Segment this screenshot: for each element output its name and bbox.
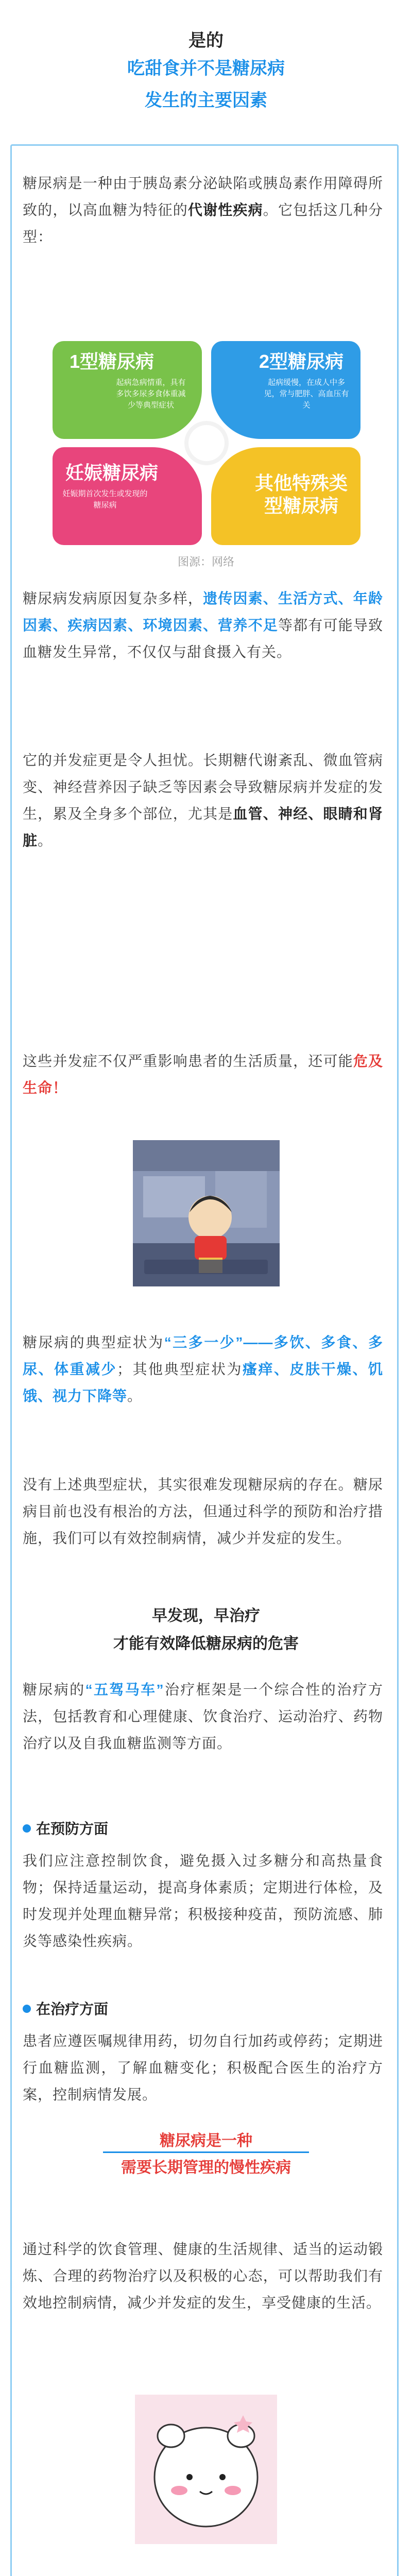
- paragraph-five-carriages: [23, 1676, 383, 1757]
- prevention-heading: [23, 1818, 108, 1838]
- text: 。: [38, 833, 53, 849]
- text: ；其他典型症状为: [117, 1361, 243, 1377]
- highlight-organs: 血管、神经、眼睛和肾脏: [23, 806, 383, 849]
- other-types-card: [211, 447, 360, 545]
- text: 糖尿病发病原因复杂多样，: [23, 590, 203, 606]
- text: 通过科学的饮食管理、健康的生活规律、适当的运动锻炼、合理的药物治疗以及积极的心态，可以帮助我们有效地控制病情，减少并发症的发生，享受健康的生活。: [23, 2241, 383, 2311]
- text: 糖尿病是一种由于胰岛素分泌缺陷或胰岛素作用障碍所致的，以高血糖为特征的: [23, 175, 383, 218]
- paragraph-symptoms: [23, 1329, 383, 1410]
- heading-line-2: 需要长期管理的慢性疾病: [121, 2159, 291, 2176]
- paragraph-treatment: [23, 2028, 383, 2108]
- type1-card: [53, 341, 202, 439]
- treatment-title: 在治疗方面: [36, 2001, 109, 2017]
- other-types-title: 其他特殊类型糖尿病: [254, 472, 348, 516]
- type2-card: [211, 341, 360, 439]
- gestational-title: 妊娠糖尿病: [65, 462, 158, 483]
- type2-title: 2型糖尿病: [259, 351, 344, 372]
- mascot-illustration: [135, 2395, 277, 2544]
- intro-line-3: 发生的主要因素: [145, 91, 267, 110]
- paragraph-no-cure: [23, 1471, 383, 1552]
- chronic-disease-heading: [0, 2128, 412, 2181]
- mascot-image: [135, 2395, 277, 2544]
- text: 糖尿病的: [23, 1682, 85, 1698]
- image-caption: 图源：网络: [177, 555, 234, 568]
- paragraph-management: [23, 2236, 383, 2316]
- treatment-heading: [23, 1998, 108, 2019]
- heading-line-2: 才能有效降低糖尿病的危害: [113, 1635, 299, 1652]
- text: 它的并发症更是令人担忧。长期糖代谢紊乱、微血管病变、神经营养因子缺乏等因素会导致糖尿病并发症的发生，累及全身多个部位，尤其是: [23, 752, 383, 822]
- paragraph-prevention: [23, 1848, 383, 1955]
- prevention-title: 在预防方面: [36, 1821, 109, 1837]
- text: 我们应注意控制饮食，避免摄入过多糖分和高热量食物；保持适量运动，提高身体素质；定期进行体检，及时发现并处理血糖异常；积极接种疫苗，预防流感、肺炎等感染性疾病。: [23, 1853, 383, 1949]
- text: 患者应遵医嘱规律用药，切勿自行加药或停药；定期进行血糖监测，了解血糖变化；积极配合医生的治疗方案，控制病情发展。: [23, 2033, 383, 2103]
- heading-underline: [103, 2151, 309, 2153]
- highlight-other-symptoms: 瘙痒、皮肤干燥、饥饿、视力下降等: [23, 1361, 383, 1404]
- gestational-description: 妊娠期首次发生或发现的糖尿病: [62, 489, 148, 510]
- bullet-dot-icon: [23, 1824, 31, 1833]
- heading-line-1: 早发现，早治疗: [152, 1607, 260, 1624]
- diagram-center-circle: [188, 425, 225, 461]
- highlight-causes: 遗传因素、生活方式、年龄因素、疾病因素、环境因素、营养不足: [23, 590, 383, 633]
- paragraph-complications: [23, 747, 383, 854]
- cartoon-image: [133, 1140, 280, 1286]
- highlight-metabolic-disease: 代谢性疾病: [187, 202, 263, 218]
- text: 糖尿病的典型症状为: [23, 1334, 164, 1350]
- text: 这些并发症不仅严重影响患者的生活质量，还可能: [23, 1053, 353, 1069]
- text: 。: [127, 1388, 143, 1404]
- type1-description: 起病急病情重，具有多饮多尿多食体重减少等典型症状: [116, 378, 186, 410]
- gestational-card: [53, 447, 202, 545]
- bullet-dot-icon: [23, 2005, 31, 2013]
- heading-line-1: 糖尿病是一种: [160, 2132, 252, 2149]
- diabetes-types-diagram: [53, 341, 360, 545]
- type1-title: 1型糖尿病: [69, 351, 154, 372]
- cartoon-illustration: [133, 1140, 280, 1286]
- intro-heading: [0, 29, 412, 116]
- text: 。它包括这几种分型：: [23, 202, 383, 245]
- paragraph-definition: [23, 170, 383, 250]
- text: 治疗框架是一个综合性的治疗方法，包括教育和心理健康、饮食治疗、运动治疗、药物治疗以及自我血糖监测等方面。: [23, 1682, 383, 1751]
- paragraph-danger: [23, 1048, 383, 1101]
- highlight-five-carriages: “五驾马车”: [85, 1682, 164, 1698]
- text: 等都有可能导致血糖发生异常，不仅仅与甜食摄入有关。: [23, 617, 383, 660]
- early-detection-heading: [0, 1602, 412, 1658]
- paragraph-causes: [23, 585, 383, 666]
- intro-line-2: 吃甜食并不是糖尿病: [127, 59, 285, 78]
- highlight-three-more-one-less: “三多一少”——多饮、多食、多尿、体重减少: [23, 1334, 383, 1377]
- text: 没有上述典型症状，其实很难发现糖尿病的存在。糖尿病目前也没有根治的方法，但通过科学的预防和治疗措施，我们可以有效控制病情，减少并发症的发生。: [23, 1477, 383, 1546]
- type2-description: 起病缓慢，在成人中多见，常与肥胖、高血压有关: [264, 378, 349, 410]
- intro-line-1: 是的: [188, 31, 224, 50]
- highlight-life-threat: 危及生命！: [23, 1053, 383, 1096]
